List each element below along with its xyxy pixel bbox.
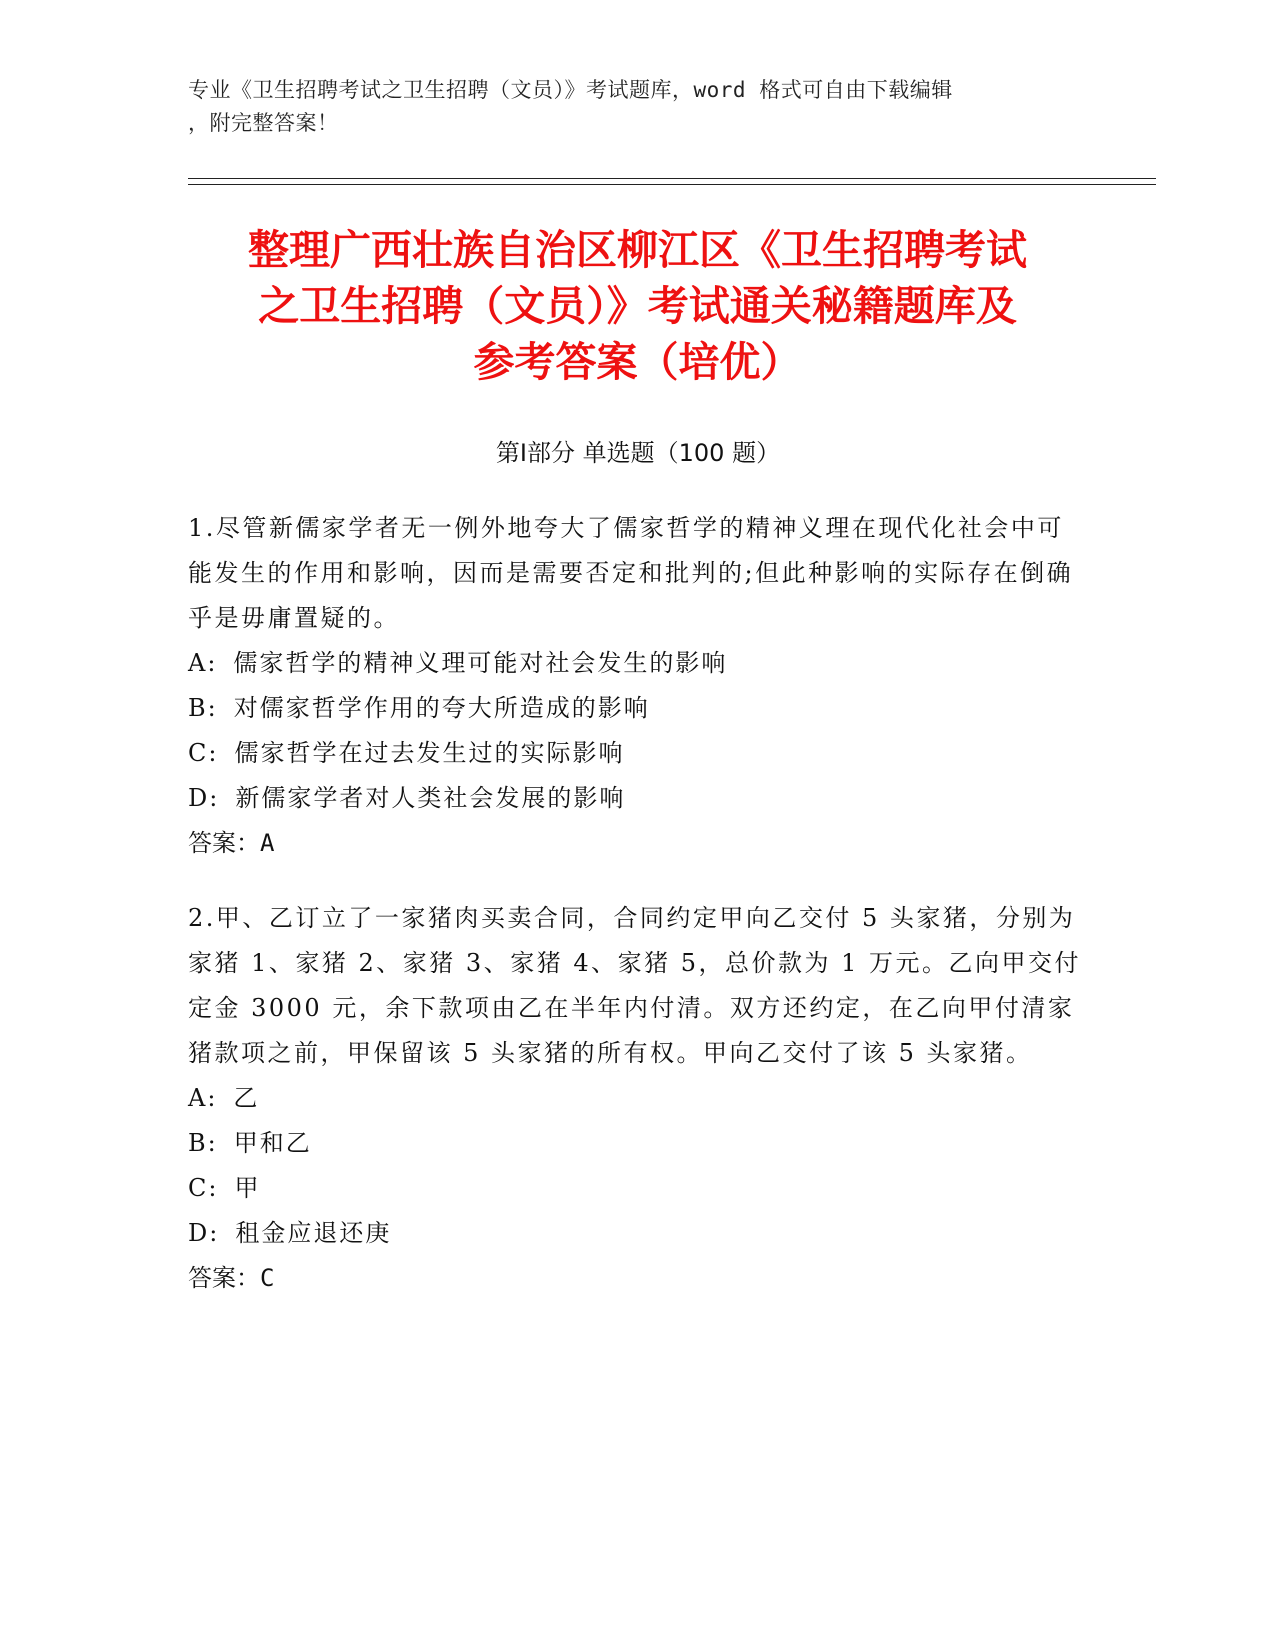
question-2	[188, 896, 1088, 1301]
option-d	[188, 1211, 1088, 1256]
option-a	[188, 641, 1088, 686]
option-text: 新儒家学者对人类社会发展的影响	[235, 784, 626, 812]
option-c	[188, 1166, 1088, 1211]
header-note	[188, 74, 1068, 140]
answer-value: A	[260, 829, 275, 857]
option-text: 儒家哲学在过去发生过的实际影响	[234, 739, 625, 767]
section-title: 第Ⅰ部分 单选题（100 题）	[495, 439, 781, 467]
option-a	[188, 1076, 1088, 1121]
question-stem: 2.甲、乙订立了一家猪肉买卖合同，合同约定甲向乙交付 5 头家猪，分别为家猪 1、家猪 2、家猪 3、家猪 4、家猪 5，总价款为 1 万元。乙向甲交付定金 3000 元，余下款项由乙在半年内付清。双方还约定，在乙向甲付清家猪款项之前，甲保留该 5 头家猪的所有权。甲向乙交付了该 5 头家猪。	[188, 904, 1082, 1067]
answer-value: C	[260, 1264, 275, 1292]
option-c	[188, 731, 1088, 776]
header-rule-top	[188, 178, 1156, 179]
option-list	[188, 641, 1088, 821]
answer-label: 答案：	[188, 1264, 260, 1292]
option-text: 对儒家哲学作用的夸大所造成的影响	[233, 694, 650, 722]
option-text: 甲	[234, 1174, 261, 1202]
question-stem: 1.尽管新儒家学者无一例外地夸大了儒家哲学的精神义理在现代化社会中可能发生的作用和影响，因而是需要否定和批判的;但此种影响的实际存在倒确乎是毋庸置疑的。	[188, 514, 1074, 632]
question-1	[188, 506, 1088, 866]
answer-label: 答案：	[188, 829, 260, 857]
header-note-line-1: 专业《卫生招聘考试之卫生招聘（文员）》考试题库，word 格式可自由下载编辑	[188, 78, 953, 102]
option-b	[188, 686, 1088, 731]
header-rule-bottom	[188, 184, 1156, 185]
option-key: C:	[188, 739, 219, 767]
option-key: B:	[188, 1129, 218, 1157]
document-title-line-3: 参考答案（培优）	[473, 338, 802, 386]
option-key: B:	[188, 694, 218, 722]
document-title-line-2: 之卫生招聘（文员）》考试通关秘籍题库及	[258, 282, 1017, 330]
option-key: A:	[188, 1084, 218, 1112]
option-d	[188, 776, 1088, 821]
option-text: 甲和乙	[233, 1129, 312, 1157]
option-text: 乙	[233, 1084, 260, 1112]
option-key: C:	[188, 1174, 219, 1202]
answer-line	[188, 821, 1088, 866]
document-title	[190, 222, 1085, 390]
answer-line	[188, 1256, 1088, 1301]
document-title-line-1: 整理广西壮族自治区柳江区《卫生招聘考试	[248, 226, 1027, 274]
option-text: 儒家哲学的精神义理可能对社会发生的影响	[233, 649, 728, 677]
option-key: A:	[188, 649, 218, 677]
header-note-line-2: ，附完整答案！	[188, 111, 339, 135]
option-b	[188, 1121, 1088, 1166]
option-text: 租金应退还庚	[235, 1219, 392, 1247]
option-key: D:	[188, 1219, 220, 1247]
option-key: D:	[188, 784, 220, 812]
option-list	[188, 1076, 1088, 1256]
